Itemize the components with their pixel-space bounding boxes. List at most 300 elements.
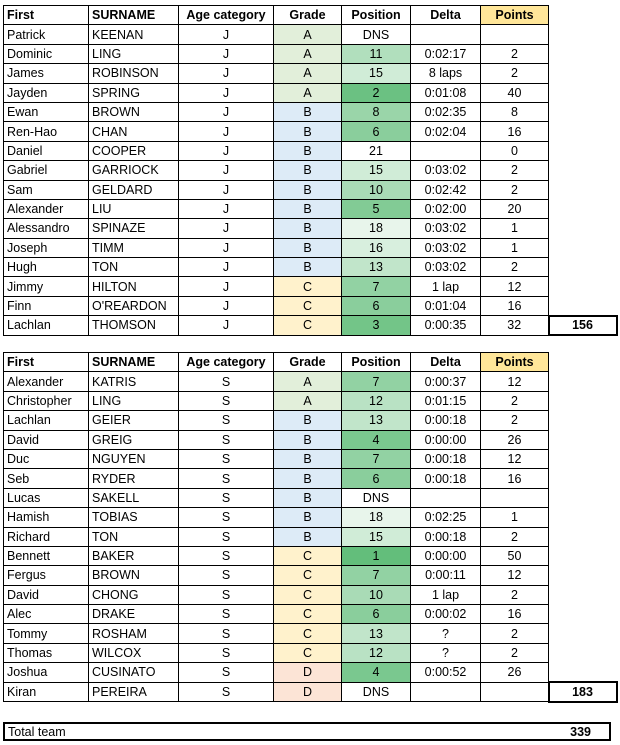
cell-position: 12 [342, 643, 411, 662]
empty-cell [549, 488, 617, 507]
cell-age: J [179, 141, 274, 160]
cell-first: Gabriel [4, 161, 89, 180]
cell-delta: 8 laps [411, 64, 481, 83]
cell-surname: NGUYEN [89, 449, 179, 468]
cell-points: 50 [481, 546, 549, 565]
cell-position: 6 [342, 469, 411, 488]
header-grade: Grade [274, 6, 342, 25]
cell-surname: ROBINSON [89, 64, 179, 83]
seniors-total: 183 [549, 682, 617, 701]
cell-age: S [179, 488, 274, 507]
empty-cell [549, 102, 617, 121]
cell-position: 8 [342, 102, 411, 121]
cell-first: Sam [4, 180, 89, 199]
cell-first: James [4, 64, 89, 83]
cell-age: J [179, 122, 274, 141]
cell-points [481, 682, 549, 701]
cell-first: Seb [4, 469, 89, 488]
cell-age: S [179, 546, 274, 565]
empty-cell [549, 44, 617, 63]
cell-surname: ROSHAM [89, 624, 179, 643]
cell-points: 16 [481, 469, 549, 488]
cell-first: Lachlan [4, 316, 89, 335]
cell-age: S [179, 430, 274, 449]
empty-cell [549, 372, 617, 391]
cell-position: 6 [342, 605, 411, 624]
table-row [4, 44, 617, 63]
cell-surname: SPRING [89, 83, 179, 102]
juniors-total: 156 [549, 316, 617, 335]
cell-position: 6 [342, 296, 411, 315]
cell-delta: 0:00:18 [411, 449, 481, 468]
table-row [4, 566, 617, 585]
cell-points: 16 [481, 296, 549, 315]
cell-position: 15 [342, 527, 411, 546]
cell-delta: 0:02:35 [411, 102, 481, 121]
table-row [4, 238, 617, 257]
table-row [4, 605, 617, 624]
cell-points: 12 [481, 566, 549, 585]
table-row [4, 141, 617, 160]
cell-delta: 0:02:25 [411, 508, 481, 527]
juniors-body [4, 6, 617, 336]
cell-delta: 0:01:08 [411, 83, 481, 102]
cell-surname: HILTON [89, 277, 179, 296]
header-points: Points [481, 353, 549, 372]
cell-position: 13 [342, 258, 411, 277]
empty-cell [549, 161, 617, 180]
cell-grade: B [274, 141, 342, 160]
empty-cell [549, 391, 617, 410]
cell-surname: PEREIRA [89, 682, 179, 701]
cell-age: J [179, 316, 274, 335]
cell-grade: A [274, 83, 342, 102]
cell-first: Fergus [4, 566, 89, 585]
cell-position: 1 [342, 546, 411, 565]
table-row [4, 64, 617, 83]
cell-delta [411, 488, 481, 507]
cell-delta: 0:00:18 [411, 411, 481, 430]
empty-cell [549, 411, 617, 430]
empty-cell [549, 624, 617, 643]
cell-surname: CHONG [89, 585, 179, 604]
cell-first: Jimmy [4, 277, 89, 296]
cell-grade: B [274, 102, 342, 121]
empty-cell [549, 449, 617, 468]
table-row [4, 180, 617, 199]
cell-age: J [179, 219, 274, 238]
table-row [4, 430, 617, 449]
empty-cell [549, 585, 617, 604]
cell-position: 7 [342, 566, 411, 585]
empty-cell [549, 180, 617, 199]
empty-cell [549, 353, 617, 372]
cell-first: Jayden [4, 83, 89, 102]
cell-position: 7 [342, 449, 411, 468]
empty-cell [549, 566, 617, 585]
cell-surname: LING [89, 44, 179, 63]
empty-cell [549, 643, 617, 662]
cell-delta: 0:00:00 [411, 430, 481, 449]
cell-age: J [179, 296, 274, 315]
cell-delta: 1 lap [411, 585, 481, 604]
table-row [4, 469, 617, 488]
empty-cell [549, 546, 617, 565]
cell-grade: C [274, 546, 342, 565]
cell-surname: TON [89, 258, 179, 277]
cell-grade: C [274, 316, 342, 335]
cell-points: 2 [481, 258, 549, 277]
cell-surname: LING [89, 391, 179, 410]
cell-delta: 0:00:18 [411, 469, 481, 488]
empty-cell [549, 122, 617, 141]
cell-position: 21 [342, 141, 411, 160]
cell-first: Finn [4, 296, 89, 315]
cell-delta: 0:03:02 [411, 238, 481, 257]
cell-surname: GARRIOCK [89, 161, 179, 180]
table-row [4, 258, 617, 277]
cell-delta: 0:03:02 [411, 161, 481, 180]
cell-first: Christopher [4, 391, 89, 410]
cell-delta: ? [411, 624, 481, 643]
cell-age: J [179, 180, 274, 199]
cell-grade: B [274, 469, 342, 488]
cell-age: S [179, 411, 274, 430]
cell-age: S [179, 508, 274, 527]
cell-points: 2 [481, 643, 549, 662]
cell-age: J [179, 161, 274, 180]
cell-first: David [4, 430, 89, 449]
cell-points: 2 [481, 180, 549, 199]
cell-grade: B [274, 449, 342, 468]
cell-position: 2 [342, 83, 411, 102]
empty-cell [549, 199, 617, 218]
cell-surname: BROWN [89, 566, 179, 585]
cell-surname: COOPER [89, 141, 179, 160]
cell-age: S [179, 372, 274, 391]
cell-position: 16 [342, 238, 411, 257]
table-row [4, 546, 617, 565]
cell-points: 26 [481, 430, 549, 449]
cell-first: Lachlan [4, 411, 89, 430]
cell-delta: 0:02:00 [411, 199, 481, 218]
empty-cell [549, 64, 617, 83]
cell-age: J [179, 44, 274, 63]
empty-cell [549, 508, 617, 527]
cell-first: Dominic [4, 44, 89, 63]
cell-position: 4 [342, 430, 411, 449]
cell-delta: 0:03:02 [411, 219, 481, 238]
cell-surname: GELDARD [89, 180, 179, 199]
table-row [4, 682, 617, 701]
cell-points: 2 [481, 64, 549, 83]
seniors-header-row [4, 353, 617, 372]
cell-age: J [179, 258, 274, 277]
empty-cell [549, 25, 617, 44]
cell-surname: TOBIAS [89, 508, 179, 527]
cell-position: 13 [342, 624, 411, 643]
cell-first: Alessandro [4, 219, 89, 238]
cell-first: Duc [4, 449, 89, 468]
cell-surname: KATRIS [89, 372, 179, 391]
empty-cell [549, 277, 617, 296]
cell-points: 26 [481, 663, 549, 682]
empty-cell [549, 469, 617, 488]
cell-delta: 0:00:52 [411, 663, 481, 682]
table-row [4, 508, 617, 527]
header-position: Position [342, 6, 411, 25]
cell-age: S [179, 566, 274, 585]
cell-delta: ? [411, 643, 481, 662]
cell-grade: C [274, 643, 342, 662]
cell-first: Alexander [4, 199, 89, 218]
cell-surname: BROWN [89, 102, 179, 121]
cell-surname: BAKER [89, 546, 179, 565]
cell-delta [411, 25, 481, 44]
cell-points: 0 [481, 141, 549, 160]
cell-first: Ewan [4, 102, 89, 121]
cell-points: 2 [481, 391, 549, 410]
cell-first: Thomas [4, 643, 89, 662]
cell-grade: B [274, 258, 342, 277]
cell-position: 15 [342, 64, 411, 83]
table-row [4, 316, 617, 335]
cell-grade: B [274, 488, 342, 507]
table-row [4, 391, 617, 410]
cell-grade: C [274, 624, 342, 643]
cell-points [481, 488, 549, 507]
cell-grade: C [274, 585, 342, 604]
cell-points: 40 [481, 83, 549, 102]
cell-delta: 0:01:04 [411, 296, 481, 315]
cell-grade: A [274, 25, 342, 44]
team-total-label: Total team [8, 725, 66, 739]
cell-age: S [179, 391, 274, 410]
table-row [4, 199, 617, 218]
cell-points: 12 [481, 372, 549, 391]
cell-grade: A [274, 64, 342, 83]
cell-delta: 0:00:02 [411, 605, 481, 624]
cell-points: 12 [481, 277, 549, 296]
cell-first: Joseph [4, 238, 89, 257]
team-total-box [3, 722, 611, 741]
table-row [4, 296, 617, 315]
cell-grade: B [274, 180, 342, 199]
cell-grade: B [274, 219, 342, 238]
cell-first: Daniel [4, 141, 89, 160]
cell-delta: 0:02:42 [411, 180, 481, 199]
cell-surname: CUSINATO [89, 663, 179, 682]
empty-cell [549, 663, 617, 682]
cell-points: 16 [481, 605, 549, 624]
cell-surname: TIMM [89, 238, 179, 257]
cell-points: 1 [481, 508, 549, 527]
cell-surname: WILCOX [89, 643, 179, 662]
cell-surname: GREIG [89, 430, 179, 449]
table-row [4, 219, 617, 238]
cell-position: 3 [342, 316, 411, 335]
cell-grade: B [274, 238, 342, 257]
cell-grade: B [274, 161, 342, 180]
cell-first: David [4, 585, 89, 604]
cell-position: DNS [342, 682, 411, 701]
cell-age: J [179, 238, 274, 257]
cell-age: J [179, 25, 274, 44]
cell-grade: B [274, 199, 342, 218]
header-age-category: Age category [179, 353, 274, 372]
cell-age: S [179, 527, 274, 546]
cell-grade: A [274, 44, 342, 63]
cell-first: Kiran [4, 682, 89, 701]
header-points: Points [481, 6, 549, 25]
cell-age: S [179, 663, 274, 682]
cell-age: S [179, 449, 274, 468]
table-row [4, 663, 617, 682]
cell-first: Joshua [4, 663, 89, 682]
cell-points: 12 [481, 449, 549, 468]
table-row [4, 161, 617, 180]
cell-age: J [179, 199, 274, 218]
table-row [4, 449, 617, 468]
table-row [4, 624, 617, 643]
cell-first: Alexander [4, 372, 89, 391]
cell-grade: B [274, 527, 342, 546]
cell-position: 12 [342, 391, 411, 410]
cell-position: 6 [342, 122, 411, 141]
cell-age: S [179, 469, 274, 488]
empty-cell [549, 527, 617, 546]
cell-points: 1 [481, 238, 549, 257]
cell-delta: 0:00:11 [411, 566, 481, 585]
cell-first: Lucas [4, 488, 89, 507]
cell-age: S [179, 585, 274, 604]
cell-points: 20 [481, 199, 549, 218]
seniors-table [3, 352, 618, 703]
cell-first: Tommy [4, 624, 89, 643]
cell-points: 8 [481, 102, 549, 121]
cell-delta: 0:00:37 [411, 372, 481, 391]
cell-age: J [179, 83, 274, 102]
cell-position: 7 [342, 372, 411, 391]
cell-surname: GEIER [89, 411, 179, 430]
cell-age: J [179, 64, 274, 83]
table-row [4, 527, 617, 546]
table-row [4, 411, 617, 430]
cell-position: 4 [342, 663, 411, 682]
cell-delta [411, 141, 481, 160]
cell-delta: 0:00:18 [411, 527, 481, 546]
empty-cell [549, 605, 617, 624]
cell-points: 2 [481, 411, 549, 430]
cell-delta: 0:00:00 [411, 546, 481, 565]
header-first: First [4, 6, 89, 25]
cell-position: 11 [342, 44, 411, 63]
cell-grade: C [274, 277, 342, 296]
header-surname: SURNAME [89, 6, 179, 25]
empty-cell [549, 258, 617, 277]
cell-grade: C [274, 605, 342, 624]
empty-cell [549, 141, 617, 160]
cell-delta: 0:01:15 [411, 391, 481, 410]
cell-points: 1 [481, 219, 549, 238]
cell-first: Alec [4, 605, 89, 624]
cell-surname: THOMSON [89, 316, 179, 335]
cell-grade: D [274, 682, 342, 701]
cell-position: 10 [342, 180, 411, 199]
cell-grade: B [274, 430, 342, 449]
cell-surname: CHAN [89, 122, 179, 141]
cell-grade: A [274, 391, 342, 410]
cell-position: 15 [342, 161, 411, 180]
cell-points: 2 [481, 44, 549, 63]
table-row [4, 643, 617, 662]
cell-grade: B [274, 508, 342, 527]
cell-first: Richard [4, 527, 89, 546]
cell-position: 7 [342, 277, 411, 296]
cell-position: 18 [342, 219, 411, 238]
cell-surname: SAKELL [89, 488, 179, 507]
cell-position: DNS [342, 488, 411, 507]
seniors-body [4, 353, 617, 702]
empty-cell [549, 6, 617, 25]
cell-position: 10 [342, 585, 411, 604]
cell-points: 2 [481, 585, 549, 604]
cell-first: Bennett [4, 546, 89, 565]
cell-surname: RYDER [89, 469, 179, 488]
header-surname: SURNAME [89, 353, 179, 372]
cell-grade: B [274, 411, 342, 430]
cell-grade: A [274, 372, 342, 391]
juniors-header-row [4, 6, 617, 25]
cell-surname: SPINAZE [89, 219, 179, 238]
cell-surname: TON [89, 527, 179, 546]
cell-points: 16 [481, 122, 549, 141]
cell-first: Ren-Hao [4, 122, 89, 141]
cell-first: Hugh [4, 258, 89, 277]
cell-position: 18 [342, 508, 411, 527]
cell-grade: D [274, 663, 342, 682]
cell-position: DNS [342, 25, 411, 44]
cell-points [481, 25, 549, 44]
cell-grade: C [274, 296, 342, 315]
cell-delta: 0:00:35 [411, 316, 481, 335]
cell-surname: KEENAN [89, 25, 179, 44]
cell-age: S [179, 682, 274, 701]
header-delta: Delta [411, 6, 481, 25]
table-row [4, 25, 617, 44]
cell-first: Patrick [4, 25, 89, 44]
cell-position: 13 [342, 411, 411, 430]
header-grade: Grade [274, 353, 342, 372]
cell-points: 2 [481, 624, 549, 643]
cell-surname: O'REARDON [89, 296, 179, 315]
empty-cell [549, 296, 617, 315]
table-row [4, 488, 617, 507]
cell-age: S [179, 605, 274, 624]
header-position: Position [342, 353, 411, 372]
header-first: First [4, 353, 89, 372]
table-row [4, 277, 617, 296]
cell-delta: 0:02:04 [411, 122, 481, 141]
cell-first: Hamish [4, 508, 89, 527]
cell-delta: 0:03:02 [411, 258, 481, 277]
juniors-table [3, 5, 618, 336]
table-row [4, 122, 617, 141]
header-age-category: Age category [179, 6, 274, 25]
cell-grade: B [274, 122, 342, 141]
cell-surname: LIU [89, 199, 179, 218]
cell-surname: DRAKE [89, 605, 179, 624]
